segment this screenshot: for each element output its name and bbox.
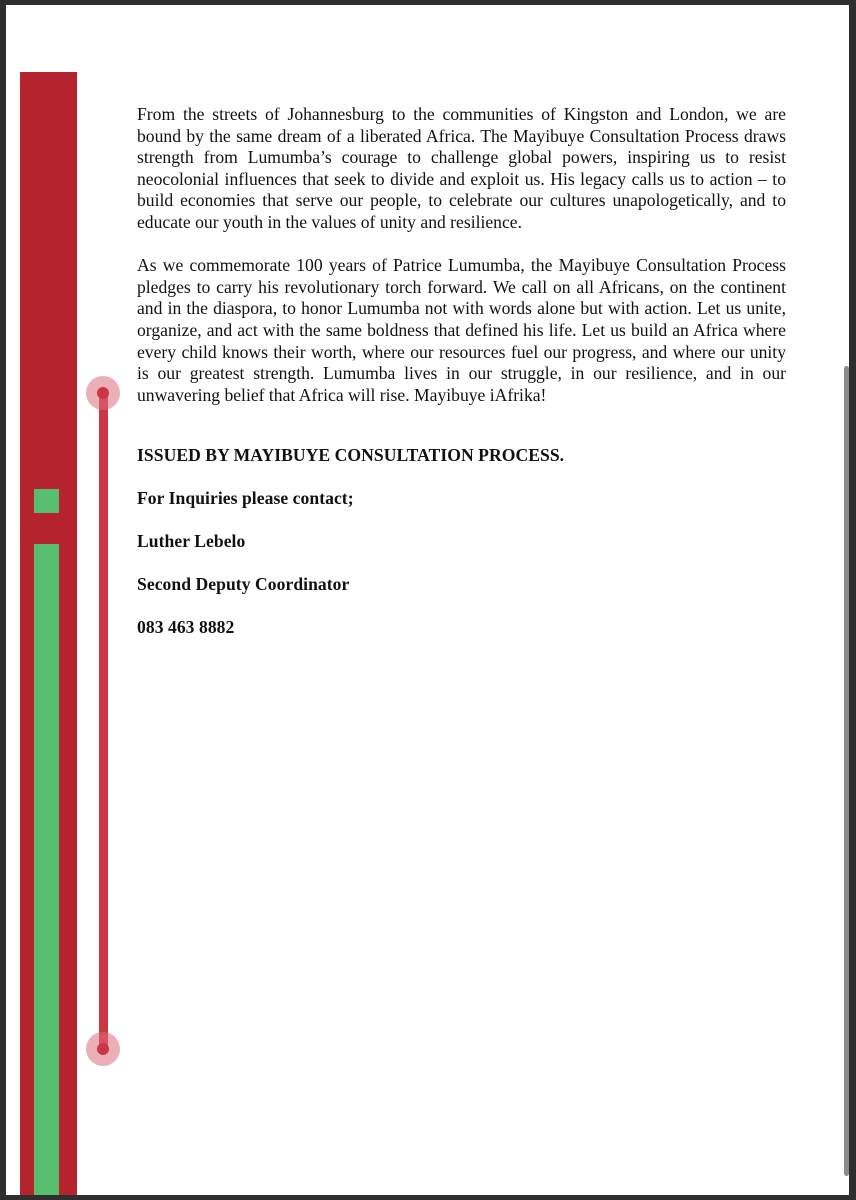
vertical-scrollbar[interactable] <box>844 366 849 1176</box>
contact-title: Second Deputy Coordinator <box>137 574 350 595</box>
timeline-dot-top <box>86 376 120 410</box>
green-square <box>34 489 59 513</box>
contact-name: Luther Lebelo <box>137 531 246 552</box>
issued-by-heading: ISSUED BY MAYIBUYE CONSULTATION PROCESS. <box>137 445 565 466</box>
contact-phone: 083 463 8882 <box>137 617 235 638</box>
timeline-line <box>99 395 108 1050</box>
document-body <box>137 104 786 638</box>
inquiries-label: For Inquiries please contact; <box>137 488 354 509</box>
paragraph-commemoration: As we commemorate 100 years of Patrice Lumumba, the Mayibuye Consultation Process pledges to carry his revolutionary torch forward. We call on all Africans, on the continent and in the diaspora, to honor Lumumba not with words alone but with action. Let us unite, organize, and act with the same boldness that defined his life. Let us build an Africa where every child knows their worth, where our resources fuel our progress, and where our unity is our greatest strength. Lumumba lives in our struggle, in our resilience, and in our unwavering belief that Africa will rise. Mayibuye iAfrika! <box>137 255 786 405</box>
green-side-strip <box>34 544 59 1195</box>
document-page <box>6 5 849 1195</box>
paragraph-diaspora: From the streets of Johannesburg to the communities of Kingston and London, we are bound by the same dream of a liberated Africa. The Mayibuye Consultation Process draws strength from Lumumba’s courage to challenge global powers, inspiring us to resist neocolonial influences that seek to divide and exploit us. His legacy calls us to action – to build economies that serve our people, to celebrate our cultures unapologetically, and to educate our youth in the values of unity and resilience. <box>137 104 786 232</box>
timeline-dot-bottom <box>86 1032 120 1066</box>
